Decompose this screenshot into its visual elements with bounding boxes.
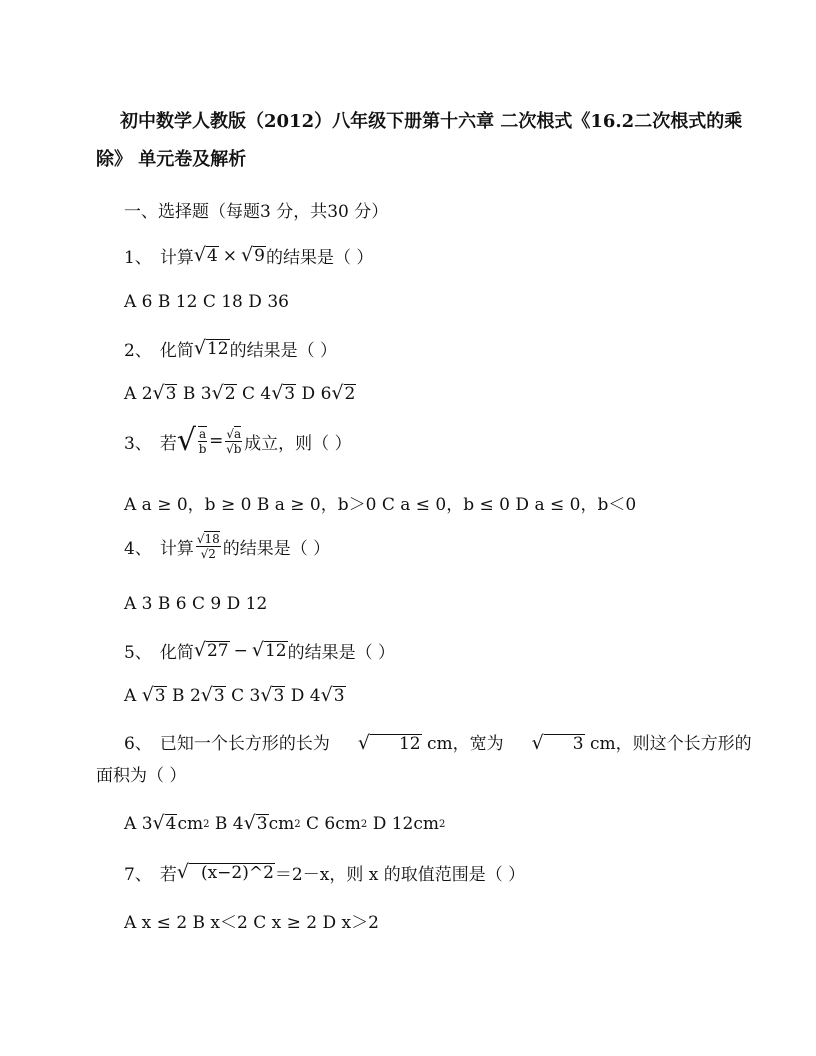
document-title: 初中数学人教版（2012）八年级下册第十六章 二次根式《16.2二次根式的乘除》 单元卷及解析 [96, 111, 743, 170]
question-number: 1、 [124, 248, 152, 268]
option-d-value: 12 [391, 814, 414, 834]
sqrt-expression: √ 12 [193, 336, 229, 359]
sqrt-expression: √ (x−2)^2 [176, 860, 274, 883]
options-4: A 3 B 6 C 9 D 12 [124, 594, 268, 614]
sqrt-expression: √ 12 [357, 732, 421, 754]
question-prefix: 若 [159, 433, 177, 454]
sqrt-expression: √ 27 [193, 638, 229, 661]
unit-exponent: 2 [439, 818, 446, 830]
option-c-sqrt: √ 3 [260, 684, 285, 707]
option-a-unit: cm [177, 814, 204, 834]
question-number: 6、 [124, 734, 152, 754]
options-7: A x ≤ 2 B x＜2 C x ≥ 2 D x＞2 [124, 913, 379, 933]
radicand: b [233, 441, 242, 456]
option-c-value: 6 [324, 814, 336, 834]
question-number: 4、 [124, 539, 152, 559]
fraction-numerator: a [198, 427, 207, 441]
option-a-radicand: 3 [154, 686, 166, 707]
option-d-coef: 6 [320, 384, 332, 404]
fraction-of-roots [196, 532, 221, 561]
radicand: 12 [370, 734, 422, 754]
question-suffix: 的结果是（ ） [222, 539, 331, 559]
radicand: 12 [206, 338, 229, 359]
question-suffix: ＝2－x，则 x 的取值范围是（ ） [274, 865, 526, 885]
radicand: 3 [544, 734, 585, 754]
inner-fraction [198, 426, 207, 456]
option-d-radicand: 3 [333, 686, 345, 707]
sqrt-expression: √ 3 [531, 732, 584, 754]
radicand: (x−2)^2 [189, 863, 275, 883]
options-2 [124, 384, 356, 404]
radicand: 9 [254, 245, 265, 266]
sqrt-expression: √ 9 [241, 243, 265, 266]
option-c-unit: cm [335, 814, 361, 834]
radicand: 4 [206, 245, 218, 266]
option-d-radicand: 2 [344, 384, 356, 405]
option-a-sqrt: √ 3 [141, 684, 166, 707]
option-b-label: B [172, 686, 185, 706]
option-c-coef: 4 [260, 384, 272, 404]
option-b-unit: cm [268, 814, 295, 834]
question-number: 3、 [124, 433, 152, 454]
radicand: 2 [208, 547, 216, 561]
option-d-label: D [372, 814, 387, 834]
option-c-label: C [231, 686, 245, 706]
option-a-radicand: 3 [165, 384, 177, 405]
question-number: 2、 [124, 341, 152, 361]
option-a-sqrt: √ 4 [152, 812, 177, 835]
question-text: cm，宽为 [421, 734, 504, 754]
option-c-radicand: 3 [284, 384, 296, 405]
fraction-of-roots [225, 427, 242, 456]
option-a-label: A [124, 814, 137, 834]
option-a-label: A [124, 384, 137, 404]
option-b-coef: 4 [232, 814, 244, 834]
section-heading: 一、选择题（每题3 分，共30 分） [124, 202, 389, 222]
option-a-label: A [124, 686, 137, 706]
option-d-sqrt: √ 3 [320, 684, 345, 707]
operator: × [222, 245, 238, 266]
fraction-numerator: √18 [196, 532, 220, 546]
option-b-label: B [182, 384, 196, 404]
option-c-sqrt: √ 3 [271, 382, 296, 405]
question-prefix: 若 [159, 865, 177, 885]
question-4 [124, 532, 330, 561]
option-b-sqrt: √ 2 [211, 382, 236, 405]
options-5 [124, 686, 346, 706]
options-6 [124, 814, 445, 834]
question-suffix: 的结果是（ ） [229, 341, 337, 361]
option-c-coef: 3 [249, 686, 261, 706]
question-suffix: 成立，则（ ） [244, 433, 352, 454]
option-a-coef: 3 [141, 814, 153, 834]
unit-exponent: 2 [203, 818, 210, 830]
option-b-label: B [214, 814, 228, 834]
options-1: A 6 B 12 C 18 D 36 [124, 292, 289, 312]
options-3: A a ≥ 0，b ≥ 0 B a ≥ 0，b＞0 C a ≤ 0，b ≤ 0 D a ≤ 0，b＜0 [124, 495, 637, 515]
question-suffix: 的结果是（ ） [265, 248, 374, 268]
option-b-sqrt: √ 3 [200, 684, 225, 707]
question-3 [124, 423, 352, 458]
fraction-denominator: √b [226, 441, 242, 456]
option-d-label: D [290, 686, 305, 706]
radicand: 27 [206, 640, 229, 661]
sqrt-expression: √ 12 [251, 638, 287, 661]
question-prefix: 化简 [159, 341, 194, 361]
option-a-sqrt: √ 3 [152, 382, 177, 405]
option-b-radicand: 3 [256, 814, 268, 835]
option-c-label: C [241, 384, 255, 404]
question-suffix: 的结果是（ ） [287, 643, 395, 663]
option-c-label: C [306, 814, 320, 834]
fraction-denominator: b [198, 442, 207, 456]
option-a-radicand: 4 [165, 814, 177, 835]
option-d-label: D [301, 384, 316, 404]
question-text: cm，则这个长方形的面积为（ ） [96, 734, 752, 786]
option-d-coef: 4 [309, 686, 321, 706]
unit-exponent: 2 [294, 818, 301, 830]
option-d-sqrt: √ 2 [331, 382, 356, 405]
sqrt-expression: √ 4 [193, 243, 218, 266]
operator: − [233, 640, 248, 661]
question-prefix: 计算 [159, 248, 194, 268]
unit-exponent: 2 [360, 818, 368, 830]
option-c-radicand: 3 [273, 686, 285, 707]
radicand: a [234, 426, 242, 441]
question-1 [124, 243, 373, 268]
question-2 [124, 336, 337, 361]
radicand: 12 [264, 640, 287, 661]
option-b-radicand: 3 [213, 686, 225, 707]
option-b-radicand: 2 [224, 384, 236, 405]
sqrt-of-fraction: √ $\frac{a}{b}$ [176, 423, 207, 458]
question-6 [96, 728, 756, 792]
option-a-coef: 2 [141, 384, 153, 404]
question-7 [124, 860, 525, 885]
question-number: 5、 [124, 643, 152, 663]
option-b-coef: 2 [189, 686, 201, 706]
equals-sign: = [209, 431, 224, 451]
fraction-denominator: √2 [200, 547, 216, 561]
option-b-sqrt: √ 3 [243, 812, 268, 835]
radicand: 18 [204, 532, 220, 546]
option-b-coef: 3 [200, 384, 212, 404]
question-number: 7、 [124, 865, 152, 885]
question-5 [124, 638, 395, 663]
fraction-numerator: √a [226, 426, 242, 441]
question-prefix: 计算 [159, 539, 194, 559]
option-d-unit: cm [413, 814, 440, 834]
question-prefix: 化简 [159, 643, 194, 663]
question-text: 已知一个长方形的长为 [159, 734, 330, 754]
